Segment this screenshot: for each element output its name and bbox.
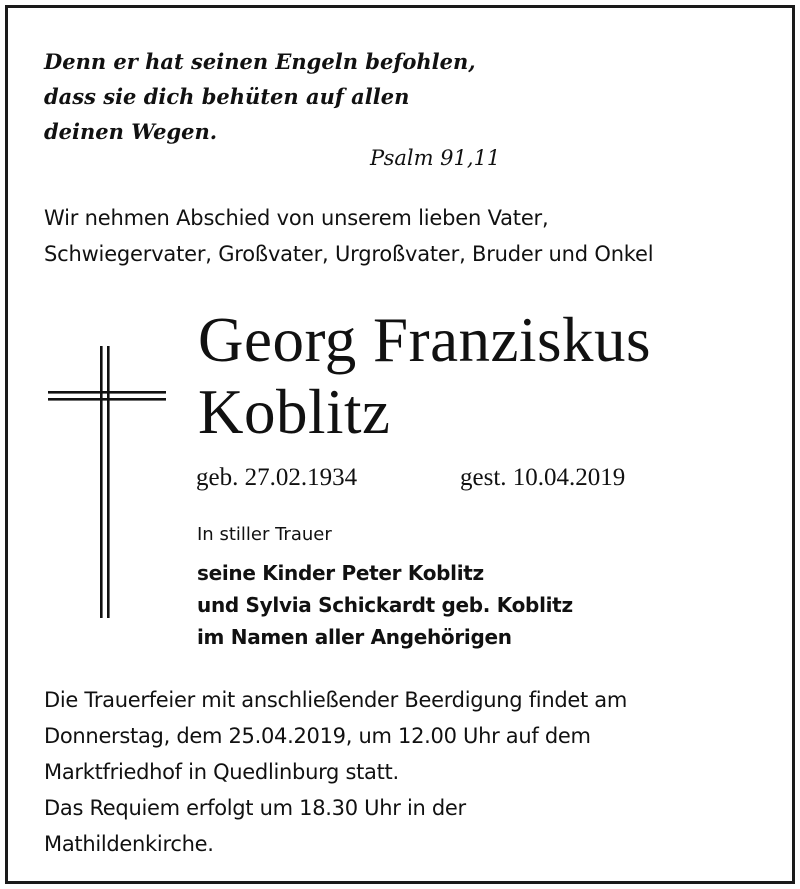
service-line-1: Die Trauerfeier mit anschließender Beerdigung findet am	[44, 688, 628, 712]
cross-icon	[44, 340, 174, 622]
farewell-intro	[44, 200, 653, 272]
verse-line-3: deinen Wegen.	[44, 119, 218, 144]
bible-verse	[44, 44, 476, 149]
deceased-first-names: Georg Franziskus	[198, 305, 652, 375]
mourner-line-2: und Sylvia Schickardt geb. Koblitz	[197, 593, 573, 617]
mourner-line-3: im Namen aller Angehörigen	[197, 625, 512, 649]
service-line-2: Donnerstag, dem 25.04.2019, um 12.00 Uhr auf dem	[44, 724, 591, 748]
birth-date: geb. 27.02.1934	[196, 464, 358, 491]
death-date: gest. 10.04.2019	[460, 464, 626, 491]
mourning-label: In stiller Trauer	[197, 524, 332, 545]
intro-line-2: Schwiegervater, Großvater, Urgroßvater, Bruder und Onkel	[44, 242, 654, 266]
service-line-3: Marktfriedhof in Quedlinburg statt.	[44, 760, 399, 784]
service-details	[44, 682, 627, 862]
deceased-surname: Koblitz	[198, 377, 391, 447]
service-line-5: Mathildenkirche.	[44, 832, 214, 856]
verse-line-1: Denn er hat seinen Engeln befohlen,	[44, 49, 476, 74]
verse-reference: Psalm 91,11	[370, 146, 501, 170]
mourners-list	[197, 557, 573, 653]
deceased-name	[198, 304, 651, 448]
mourner-line-1: seine Kinder Peter Koblitz	[197, 561, 484, 585]
verse-line-2: dass sie dich behüten auf allen	[44, 84, 410, 109]
intro-line-1: Wir nehmen Abschied von unserem lieben Vater,	[44, 206, 549, 230]
life-dates	[196, 464, 626, 492]
service-line-4: Das Requiem erfolgt um 18.30 Uhr in der	[44, 796, 466, 820]
